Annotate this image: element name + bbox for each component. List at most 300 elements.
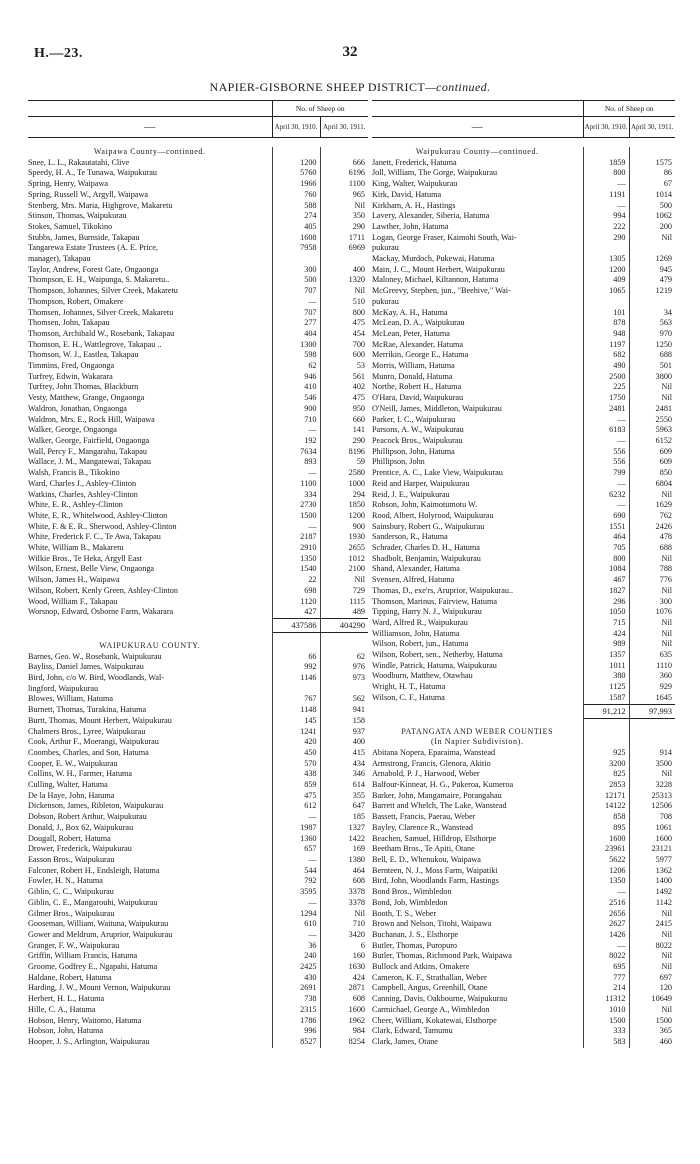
sheep-1910: 334	[272, 490, 320, 501]
owner-name: Bird, John, c/o W. Bird, Woodlands, Wal-	[28, 673, 272, 684]
sheep-1911: 424	[352, 972, 365, 982]
sheep-1911: Nil	[354, 286, 365, 296]
sheep-1911: 8254	[348, 1036, 365, 1046]
table-row	[28, 436, 368, 447]
sheep-1910: 240	[272, 951, 320, 962]
sheep-1911: Nil	[661, 585, 672, 595]
table-row	[28, 876, 368, 887]
sheep-1910: 1011	[583, 661, 629, 672]
sheep-1911: 945	[659, 264, 672, 274]
sheep-1910: 598	[272, 350, 320, 361]
owner-name: Fowler, H. N., Hatuma	[28, 876, 272, 887]
sheep-1910: 2627	[583, 919, 629, 930]
table-row	[28, 586, 368, 597]
owner-name: Bullock and Atkins, Omakere	[372, 962, 583, 973]
sheep-1910: 996	[272, 1026, 320, 1037]
section-title: (In Napier Subdivision).	[372, 737, 583, 748]
table-row	[28, 834, 368, 845]
sheep-1911: Nil	[661, 617, 672, 627]
table-row	[372, 286, 675, 297]
sheep-1910: 8527	[272, 1037, 320, 1048]
table-row	[28, 179, 368, 190]
sheep-1910: 409	[583, 275, 629, 286]
sheep-1911: 914	[659, 747, 672, 757]
sheep-1910: 767	[272, 694, 320, 705]
sheep-1910: —	[272, 930, 320, 941]
sheep-1911: 6	[360, 940, 365, 950]
owner-name: Clark, Edward, Tamumu	[372, 1026, 583, 1037]
table-row	[372, 372, 675, 383]
sheep-1911	[320, 254, 368, 265]
table-row	[372, 350, 675, 361]
sheep-1910: 438	[272, 769, 320, 780]
sheep-1910: 1500	[272, 511, 320, 522]
owner-name: Munro, Donald, Hatuma	[372, 372, 583, 383]
table-row	[372, 586, 675, 597]
table-row	[372, 500, 675, 511]
owner-name: McRae, Alexander, Hatuma	[372, 340, 583, 351]
sheep-1911: 160	[352, 951, 365, 961]
table-row	[28, 652, 368, 663]
table-row	[28, 898, 368, 909]
owner-name: Rood, Albert, Holyrood, Waipukurau	[372, 511, 583, 522]
sheep-1910: 380	[583, 671, 629, 682]
sheep-1910: 710	[272, 415, 320, 426]
sheep-1910: 300	[272, 265, 320, 276]
owner-name: Gooseman, William, Waituna, Waipukurau	[28, 919, 272, 930]
owner-name: Thomson, Marinus, Fairview, Hatuma	[372, 597, 583, 608]
sheep-1910: 1551	[583, 522, 629, 533]
sheep-count-group-header: No. of Sheep on	[583, 101, 675, 117]
table-row	[28, 425, 368, 436]
owner-name: Groome, Godfrey E., Ngapahi, Hatuma	[28, 962, 272, 973]
sheep-1910: 682	[583, 350, 629, 361]
table-row	[372, 629, 675, 640]
sheep-1910: 1600	[583, 834, 629, 845]
owner-name: Dickenson, James, Ribleton, Waipukurau	[28, 801, 272, 812]
owner-name: Waldron, Mrs. E., Rock Hill, Waipawa	[28, 415, 272, 426]
table-row	[372, 919, 675, 930]
sheep-1911: 1492	[655, 887, 672, 897]
sheep-1911: 562	[352, 694, 365, 704]
section-title: WAIPUKURAU COUNTY.	[28, 641, 272, 652]
table-row	[372, 543, 675, 554]
sheep-1911: 941	[352, 705, 365, 715]
table-row	[28, 791, 368, 802]
table-row	[372, 951, 675, 962]
owner-name: Wallace, J. M., Mangatewai, Takapau	[28, 457, 272, 468]
sheep-1911: 400	[352, 264, 365, 274]
table-row	[372, 887, 675, 898]
table-row	[28, 662, 368, 673]
table-row	[28, 1037, 368, 1048]
owner-name: White, E. R., Ashley-Clinton	[28, 500, 272, 511]
owner-name: Schrader, Charles D. H., Hatuma	[372, 543, 583, 554]
sheep-1910: 1065	[583, 286, 629, 297]
table-row	[28, 297, 368, 308]
owner-header-blank	[372, 101, 583, 117]
table-row	[372, 554, 675, 565]
owner-name: Burtt, Thomas, Mount Herbert, Waipukurau	[28, 716, 272, 727]
table-row	[28, 564, 368, 575]
table-row	[372, 575, 675, 586]
sheep-1910: 878	[583, 318, 629, 329]
sheep-1911: 762	[659, 510, 672, 520]
table-row	[28, 887, 368, 898]
table-row	[372, 457, 675, 468]
sheep-1911: 973	[352, 673, 365, 683]
table-row	[372, 233, 675, 244]
sheep-1911: 1380	[348, 855, 365, 864]
section-heading	[28, 147, 368, 158]
sheep-1910: 5760	[272, 168, 320, 179]
owner-name: Cameron, K. F., Strathallan, Weber	[372, 973, 583, 984]
owner-name: Walsh, Francis B., Tikokino	[28, 468, 272, 479]
table-row	[28, 168, 368, 179]
owner-name: Kirkham, A. H., Hastings	[372, 201, 583, 212]
table-row	[28, 1005, 368, 1016]
sheep-table-left	[28, 100, 368, 1048]
sheep-1911: 10649	[651, 994, 672, 1004]
owner-name: Blowes, William, Hatuma	[28, 694, 272, 705]
sheep-1910: 546	[272, 393, 320, 404]
table-row	[372, 759, 675, 770]
table-row	[28, 951, 368, 962]
sheep-1910: 1100	[272, 479, 320, 490]
total-1910: 91,212	[583, 704, 629, 718]
sheep-1911: 788	[659, 564, 672, 574]
owner-name: Campbell, Angus, Greenhill, Otane	[372, 983, 583, 994]
sheep-1911: Nil	[661, 232, 672, 242]
sheep-1911: 3378	[348, 897, 365, 907]
sheep-1910: 5622	[583, 855, 629, 866]
sheep-1910: 946	[272, 372, 320, 383]
owner-name: Sainsbury, Robert G., Waipukurau	[372, 522, 583, 533]
sheep-1911: 1575	[655, 157, 672, 167]
left-table-body	[28, 138, 368, 1048]
sheep-1911: 59	[356, 457, 365, 467]
owner-name: Thomson, W. J., Eastlea, Takapau	[28, 350, 272, 361]
total-row	[28, 618, 368, 632]
owner-name: Hooper, J. S., Arlington, Waipukurau	[28, 1037, 272, 1048]
sheep-1911: 3500	[655, 758, 672, 768]
table-row	[372, 876, 675, 887]
right-column	[372, 100, 675, 1048]
sheep-1910: 12171	[583, 791, 629, 802]
table-row	[28, 844, 368, 855]
sheep-1911: 400	[352, 737, 365, 747]
sheep-1911: 984	[352, 1026, 365, 1036]
sheep-1911: 1250	[655, 339, 672, 349]
sheep-1911: 700	[352, 339, 365, 349]
table-row	[372, 639, 675, 650]
owner-name: Balfour-Kinnear, H. G., Pukeroa, Kumeroa	[372, 780, 583, 791]
sheep-1910: 825	[583, 769, 629, 780]
table-row	[372, 682, 675, 693]
table-row	[372, 404, 675, 415]
table-row	[372, 962, 675, 973]
table-row	[372, 158, 675, 169]
owner-name: Dobson, Robert Arthur, Waipukurau	[28, 812, 272, 823]
sheep-1911: Nil	[661, 553, 672, 563]
sheep-1910: 222	[583, 222, 629, 233]
table-row	[372, 436, 675, 447]
owner-name: White, William B., Makaretu	[28, 543, 272, 554]
sheep-1910: 900	[272, 404, 320, 415]
sheep-1910: 2656	[583, 909, 629, 920]
sheep-1911: 563	[659, 318, 672, 328]
owner-name: Main, J. C., Mount Herbert, Waipukurau	[372, 265, 583, 276]
sheep-1911: 141	[352, 425, 365, 435]
owner-name: Haldane, Robert, Hatuma	[28, 973, 272, 984]
sheep-1911: 937	[352, 726, 365, 736]
sheep-1910	[272, 684, 320, 695]
table-row	[28, 222, 368, 233]
sheep-1910: —	[583, 500, 629, 511]
sheep-1911: 365	[659, 1026, 672, 1036]
sheep-1910: 296	[583, 597, 629, 608]
owner-name: Harding, J. W., Mount Vernon, Waipukurau	[28, 983, 272, 994]
sheep-1910: 475	[272, 791, 320, 802]
sheep-1911: 290	[352, 435, 365, 445]
sheep-1911: 1320	[348, 275, 365, 285]
owner-name: Armstrong, Francis, Glenora, Akitio	[372, 759, 583, 770]
table-row	[28, 275, 368, 286]
owner-name: Phillipson, John, Hatuma	[372, 447, 583, 458]
table-row	[28, 716, 368, 727]
sheep-1911: 5963	[655, 425, 672, 435]
sheep-1910: 450	[272, 748, 320, 759]
table-row	[372, 211, 675, 222]
owner-name: Cheer, William, Kokatewai, Elsthorpe	[372, 1016, 583, 1027]
sheep-1910: 22	[272, 575, 320, 586]
sheep-1910: 2187	[272, 532, 320, 543]
owner-name: Shand, Alexander, Hatuma	[372, 564, 583, 575]
sheep-1910	[583, 243, 629, 254]
owner-name: Snee, L. L., Rakautatahi, Clive	[28, 158, 272, 169]
sheep-1910: 214	[583, 983, 629, 994]
owner-name: lingford, Waipukurau	[28, 684, 272, 695]
sheep-1910: —	[583, 887, 629, 898]
owner-name: Turfrey, John Thomas, Blackburn	[28, 382, 272, 393]
sheep-1911: 708	[659, 812, 672, 822]
table-row	[28, 190, 368, 201]
sheep-1911: 850	[659, 468, 672, 478]
table-row	[372, 425, 675, 436]
sheep-1910: 610	[272, 919, 320, 930]
sheep-1911: 608	[352, 876, 365, 886]
sheep-1910: 430	[272, 973, 320, 984]
sheep-1910: 1750	[583, 393, 629, 404]
owner-name: White, Frederick F. C., Te Awa, Takapau	[28, 532, 272, 543]
sheep-1911: 434	[352, 758, 365, 768]
table-row	[28, 329, 368, 340]
sheep-1911: 8196	[348, 446, 365, 456]
sheep-1910: 277	[272, 318, 320, 329]
table-row	[372, 361, 675, 372]
owner-name: Bayley, Clarence R., Wanstead	[372, 823, 583, 834]
sheep-1910: 424	[583, 629, 629, 640]
owner-name: Coombes, Charles, and Son, Hatuma	[28, 748, 272, 759]
table-row	[28, 930, 368, 941]
owner-name: O'Hara, David, Waipukurau	[372, 393, 583, 404]
sheep-1911: Nil	[354, 575, 365, 585]
owner-name: Carmichael, George A., Wimbledon	[372, 1005, 583, 1016]
table-row	[28, 983, 368, 994]
section-title: Waipawa County—continued.	[28, 147, 272, 158]
total-1910: 437586	[272, 618, 320, 632]
table-row	[372, 447, 675, 458]
sheep-1911: Nil	[661, 962, 672, 972]
sheep-1911: Nil	[661, 393, 672, 403]
sheep-1910: 556	[583, 447, 629, 458]
table-row	[28, 350, 368, 361]
table-row	[28, 532, 368, 543]
owner-name: Stinson, Thomas, Waipukurau	[28, 211, 272, 222]
table-row	[372, 532, 675, 543]
sheep-1910: —	[272, 297, 320, 308]
sheep-1911: 710	[352, 919, 365, 929]
table-row	[28, 415, 368, 426]
owner-name: Bayliss, Daniel James, Waipukurau	[28, 662, 272, 673]
table-row	[28, 769, 368, 780]
sheep-1910: 1125	[583, 682, 629, 693]
sheep-1911: 666	[352, 157, 365, 167]
owner-name: Stokes, Samuel, Tikokino	[28, 222, 272, 233]
sheep-1910: 427	[272, 607, 320, 618]
owner-name: Beetham Bros., Te Apiti, Otane	[372, 844, 583, 855]
owner-name: Thomsen, Johannes, Silver Creek, Makaretu	[28, 308, 272, 319]
owner-name: Easson Bros., Waipukurau	[28, 855, 272, 866]
year-1910-header: April 30, 1910.	[583, 117, 629, 138]
owner-name: Spring, Russell W., Argyll, Waipawa	[28, 190, 272, 201]
table-row	[372, 415, 675, 426]
table-row	[28, 919, 368, 930]
table-row	[28, 759, 368, 770]
table-row	[372, 1005, 675, 1016]
sheep-1911: 1269	[655, 254, 672, 264]
owner-name: Wright, H. T., Hatuma	[372, 682, 583, 693]
owner-name: Windle, Patrick, Hatuma, Waipukurau	[372, 661, 583, 672]
owner-name: Maloney, Michael, Kiltannon, Hatuma	[372, 275, 583, 286]
sheep-1910: 738	[272, 994, 320, 1005]
sheep-1911: 360	[659, 671, 672, 681]
report-code: H.—23.	[34, 46, 83, 61]
section-heading	[28, 641, 368, 652]
table-row	[28, 286, 368, 297]
table-row	[372, 179, 675, 190]
sheep-1910: —	[583, 941, 629, 952]
sheep-1911: 1850	[348, 500, 365, 510]
table-row	[372, 983, 675, 994]
sheep-1911	[320, 684, 368, 695]
table-row	[372, 909, 675, 920]
table-row	[28, 973, 368, 984]
table-row	[372, 222, 675, 233]
owner-name: Dougall, Robert, Hatuma	[28, 834, 272, 845]
sheep-1911: 6804	[655, 478, 672, 488]
table-row	[28, 801, 368, 812]
sheep-1910: 1966	[272, 179, 320, 190]
sheep-1910: 410	[272, 382, 320, 393]
owner-name: De la Haye, John, Hatuma	[28, 791, 272, 802]
owner-name: Timmins, Fred, Ongaonga	[28, 361, 272, 372]
sheep-1911: 62	[356, 651, 365, 661]
sheep-1910: 101	[583, 308, 629, 319]
table-row	[372, 1026, 675, 1037]
table-row	[372, 780, 675, 791]
table-row	[372, 254, 675, 265]
sheep-1910: 583	[583, 1037, 629, 1048]
section-heading	[372, 727, 675, 738]
sheep-1911: 1629	[655, 500, 672, 510]
page-number: 32	[342, 44, 358, 60]
sheep-1910: 994	[583, 211, 629, 222]
sheep-1911: 475	[352, 318, 365, 328]
owner-name: Thomson, Archibald W., Rosebank, Takapau	[28, 329, 272, 340]
table-row	[372, 791, 675, 802]
table-row	[372, 866, 675, 877]
sheep-1910: 274	[272, 211, 320, 222]
sheep-1911: 510	[352, 296, 365, 306]
owner-name: Gower and Meldrum, Aruprior, Waipukurau	[28, 930, 272, 941]
owner-name: Ward, Alfred R., Waipukurau	[372, 618, 583, 629]
owner-name: Parsons, A. W., Waipukurau	[372, 425, 583, 436]
owner-name: Tangarewa Estate Trustees (A. E. Price,	[28, 243, 272, 254]
sheep-1911: 1012	[348, 553, 365, 563]
owner-name: Bell, E. D., Whenukou, Waipawa	[372, 855, 583, 866]
sheep-1910: 1200	[583, 265, 629, 276]
sheep-1911: 1000	[348, 478, 365, 488]
owner-name: Prentice, A. C., Lake View, Waipukurau	[372, 468, 583, 479]
owner-name: Taylor, Andrew, Forest Gate, Ongaonga	[28, 265, 272, 276]
table-row	[28, 554, 368, 565]
sheep-1911: 635	[659, 650, 672, 660]
sheep-1911: 1962	[348, 1015, 365, 1025]
sheep-1910: 1500	[583, 1016, 629, 1027]
sheep-1910: 1859	[583, 158, 629, 169]
sheep-1910: 556	[583, 457, 629, 468]
owner-name: Collins, W. H., Farmer, Hatuma	[28, 769, 272, 780]
sheep-1910: 7634	[272, 447, 320, 458]
sheep-1910: 2910	[272, 543, 320, 554]
table-row	[28, 866, 368, 877]
sheep-1910: 1206	[583, 866, 629, 877]
table-row	[28, 705, 368, 716]
owner-name: Turfrey, Edwin, Wakarara	[28, 372, 272, 383]
table-row	[28, 1026, 368, 1037]
sheep-1910: 2730	[272, 500, 320, 511]
sheep-1910: 2481	[583, 404, 629, 415]
owner-name: Thomson, E. H., Wattlegrove, Takapau ..	[28, 340, 272, 351]
owner-name: O'Neill, James, Middleton, Waipukurau	[372, 404, 583, 415]
sheep-1911: 1600	[348, 1004, 365, 1014]
sheep-1910: 1350	[583, 876, 629, 887]
table-row	[28, 318, 368, 329]
owner-name: Butler, Thomas, Richmond Park, Waipawa	[372, 951, 583, 962]
owner-name: Tipping, Harry N. J., Waipukurau	[372, 607, 583, 618]
sheep-1910: 2425	[272, 962, 320, 973]
sheep-1910: 464	[583, 532, 629, 543]
sheep-1911: Nil	[661, 1004, 672, 1014]
sheep-1910: 858	[583, 812, 629, 823]
sheep-1910: 695	[583, 962, 629, 973]
sheep-1910: —	[583, 415, 629, 426]
sheep-1911: 1362	[655, 865, 672, 875]
sheep-1910: 992	[272, 662, 320, 673]
sheep-1910: 1146	[272, 673, 320, 684]
sheep-1910: 192	[272, 436, 320, 447]
